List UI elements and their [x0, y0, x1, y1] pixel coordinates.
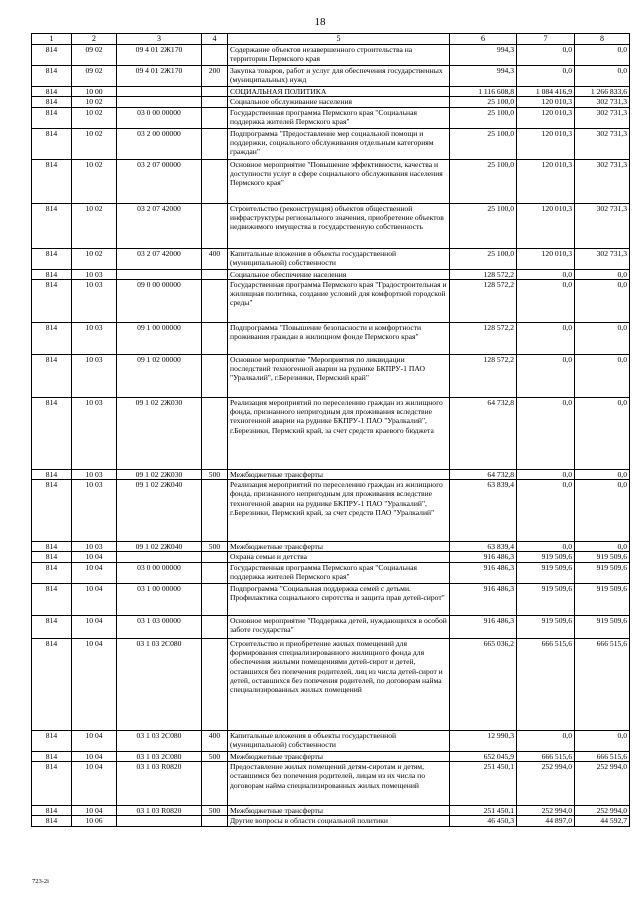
section-code-cell: 10 06: [72, 816, 117, 826]
amount-year3-cell: 252 994,0: [575, 762, 630, 806]
item-name-cell: Основное мероприятие "Повышение эффективности, качества и доступности услуг в сфере социального обслуживания населения Пермского края": [228, 159, 450, 203]
target-article-cell: [117, 269, 202, 279]
item-name-cell: Подпрограмма "Социальная поддержка семей с детьми. Профилактика социального сиротства и защита прав детей-сирот": [228, 583, 450, 615]
admin-code-cell: 814: [32, 248, 72, 269]
amount-year2-cell: 120 010,3: [517, 107, 575, 128]
section-code-cell: 10 04: [72, 806, 117, 816]
amount-year1-cell: 25 100,0: [450, 128, 517, 159]
amount-year1-cell: 916 486,3: [450, 562, 517, 583]
amount-year3-cell: 919 509,6: [575, 583, 630, 615]
table-row: [32, 269, 630, 279]
amount-year3-cell: 302 731,3: [575, 128, 630, 159]
expense-type-cell: 500: [202, 542, 228, 552]
section-code-cell: 10 03: [72, 542, 117, 552]
section-code-cell: 10 04: [72, 583, 117, 615]
admin-code-cell: 814: [32, 397, 72, 469]
amount-year3-cell: 0,0: [575, 66, 630, 87]
page-number: 18: [314, 16, 326, 28]
target-article-cell: 03 1 03 R0820: [117, 762, 202, 806]
target-article-cell: 03 1 03 2С080: [117, 730, 202, 751]
expense-type-cell: [202, 107, 228, 128]
expense-type-cell: [202, 322, 228, 354]
amount-year2-cell: 0,0: [517, 542, 575, 552]
target-article-cell: 03 2 07 42000: [117, 248, 202, 269]
expense-type-cell: 200: [202, 66, 228, 87]
amount-year3-cell: 919 509,6: [575, 552, 630, 562]
target-article-cell: 09 1 02 2Ж040: [117, 480, 202, 542]
section-code-cell: 10 02: [72, 248, 117, 269]
amount-year2-cell: 0,0: [517, 397, 575, 469]
expense-type-cell: 500: [202, 469, 228, 479]
amount-year2-cell: 120 010,3: [517, 128, 575, 159]
amount-year2-cell: 252 994,0: [517, 806, 575, 816]
admin-code-cell: 814: [32, 615, 72, 638]
section-code-cell: 10 03: [72, 269, 117, 279]
expense-type-cell: [202, 128, 228, 159]
amount-year3-cell: 302 731,3: [575, 248, 630, 269]
amount-year3-cell: 919 509,6: [575, 615, 630, 638]
target-article-cell: 03 2 07 42000: [117, 203, 202, 248]
table-row: [32, 562, 630, 583]
admin-code-cell: 814: [32, 583, 72, 615]
table-row: [32, 638, 630, 730]
table-row: [32, 816, 630, 826]
target-article-cell: 03 1 03 R0820: [117, 806, 202, 816]
amount-year1-cell: 128 572,2: [450, 322, 517, 354]
item-name-cell: Межбюджетные трансферты: [228, 806, 450, 816]
target-article-cell: 03 1 00 00000: [117, 583, 202, 615]
amount-year1-cell: 128 572,2: [450, 269, 517, 279]
admin-code-cell: 814: [32, 45, 72, 66]
section-code-cell: 10 04: [72, 762, 117, 806]
amount-year2-cell: 0,0: [517, 45, 575, 66]
amount-year1-cell: 12 990,3: [450, 730, 517, 751]
table-row: [32, 203, 630, 248]
header-cell-1: 1: [32, 34, 72, 45]
header-cell-5: 5: [228, 34, 450, 45]
amount-year3-cell: 666 515,6: [575, 638, 630, 730]
target-article-cell: [117, 816, 202, 826]
amount-year2-cell: 666 515,6: [517, 751, 575, 761]
admin-code-cell: 814: [32, 322, 72, 354]
admin-code-cell: 814: [32, 762, 72, 806]
amount-year2-cell: 0,0: [517, 480, 575, 542]
amount-year3-cell: 302 731,3: [575, 97, 630, 107]
table-row: [32, 97, 630, 107]
amount-year2-cell: 0,0: [517, 730, 575, 751]
section-code-cell: 10 03: [72, 397, 117, 469]
expense-type-cell: 500: [202, 751, 228, 761]
section-code-cell: 10 04: [72, 751, 117, 761]
item-name-cell: Капитальные вложения в объекты государственной (муниципальной) собственности: [228, 248, 450, 269]
table-row: [32, 45, 630, 66]
admin-code-cell: 814: [32, 469, 72, 479]
expense-type-cell: [202, 638, 228, 730]
admin-code-cell: 814: [32, 159, 72, 203]
section-code-cell: 10 02: [72, 203, 117, 248]
item-name-cell: Межбюджетные трансферты: [228, 542, 450, 552]
section-code-cell: 10 04: [72, 730, 117, 751]
amount-year3-cell: 0,0: [575, 45, 630, 66]
table-row: [32, 469, 630, 479]
table-row: [32, 730, 630, 751]
amount-year2-cell: 120 010,3: [517, 248, 575, 269]
amount-year2-cell: 919 509,6: [517, 562, 575, 583]
target-article-cell: 03 2 07 00000: [117, 159, 202, 203]
amount-year3-cell: 0,0: [575, 542, 630, 552]
section-code-cell: 10 03: [72, 322, 117, 354]
amount-year1-cell: 652 045,9: [450, 751, 517, 761]
item-name-cell: Государственная программа Пермского края "Социальная поддержка жителей Пермского края": [228, 562, 450, 583]
table-row: [32, 128, 630, 159]
table-row: [32, 542, 630, 552]
table-row: [32, 480, 630, 542]
admin-code-cell: 814: [32, 354, 72, 397]
section-code-cell: 10 02: [72, 159, 117, 203]
target-article-cell: [117, 87, 202, 97]
amount-year2-cell: 0,0: [517, 66, 575, 87]
target-article-cell: 09 0 00 00000: [117, 279, 202, 322]
item-name-cell: Капитальные вложения в объекты государственной (муниципальной) собственности: [228, 730, 450, 751]
target-article-cell: 09 4 01 2Ж170: [117, 66, 202, 87]
table-row: [32, 615, 630, 638]
amount-year3-cell: 0,0: [575, 469, 630, 479]
table-row: [32, 583, 630, 615]
table-row: [32, 87, 630, 97]
admin-code-cell: 814: [32, 816, 72, 826]
amount-year3-cell: 919 509,6: [575, 562, 630, 583]
section-code-cell: 10 04: [72, 615, 117, 638]
amount-year3-cell: 302 731,3: [575, 107, 630, 128]
expense-type-cell: [202, 159, 228, 203]
table-row: [32, 66, 630, 87]
amount-year3-cell: 0,0: [575, 730, 630, 751]
expense-type-cell: [202, 615, 228, 638]
admin-code-cell: 814: [32, 107, 72, 128]
section-code-cell: 10 03: [72, 469, 117, 479]
expense-type-cell: [202, 45, 228, 66]
amount-year2-cell: 1 084 416,9: [517, 87, 575, 97]
admin-code-cell: 814: [32, 638, 72, 730]
header-row: [32, 34, 630, 45]
header-cell-8: 8: [575, 34, 630, 45]
item-name-cell: Социальное обслуживание населения: [228, 97, 450, 107]
amount-year3-cell: 1 266 833,6: [575, 87, 630, 97]
item-name-cell: Реализация мероприятий по переселению граждан из жилищного фонда, признанного непригодным для проживания вследствие техногенной аварии на руднике БКПРУ-1 ПАО "Уралкалий", г.Березники, Пермский край, за счет средств краевого бюджета: [228, 397, 450, 469]
target-article-cell: 09 1 02 2Ж030: [117, 469, 202, 479]
amount-year1-cell: 994,3: [450, 45, 517, 66]
target-article-cell: 03 1 03 00000: [117, 615, 202, 638]
admin-code-cell: 814: [32, 66, 72, 87]
item-name-cell: Строительство и приобретение жилых помещений для формирования специализированного жилищного фонда для обеспечения жилыми помещениями детей-сирот и детей, оставшихся без попечения родителей, лиц из числа детей-сирот и детей, оставшихся без попечения родителей, по договорам найма специализированных жилых помещений: [228, 638, 450, 730]
amount-year2-cell: 919 509,6: [517, 552, 575, 562]
item-name-cell: СОЦИАЛЬНАЯ ПОЛИТИКА: [228, 87, 450, 97]
section-code-cell: 10 02: [72, 97, 117, 107]
amount-year2-cell: 0,0: [517, 279, 575, 322]
amount-year2-cell: 120 010,3: [517, 159, 575, 203]
target-article-cell: 09 4 01 2Ж170: [117, 45, 202, 66]
target-article-cell: 03 1 03 2С080: [117, 638, 202, 730]
footer-code: 723-2i: [32, 878, 49, 885]
amount-year3-cell: 0,0: [575, 322, 630, 354]
item-name-cell: Межбюджетные трансферты: [228, 751, 450, 761]
table-row: [32, 322, 630, 354]
item-name-cell: Основное мероприятие "Поддержка детей, нуждающихся в особой заботе государства": [228, 615, 450, 638]
item-name-cell: Охрана семьи и детства: [228, 552, 450, 562]
target-article-cell: 09 1 02 2Ж040: [117, 542, 202, 552]
section-code-cell: 10 03: [72, 354, 117, 397]
amount-year2-cell: 44 897,0: [517, 816, 575, 826]
item-name-cell: Реализация мероприятий по переселению граждан из жилищного фонда, признанного непригодным для проживания вследствие техногенной аварии на руднике БКПРУ-1 ПАО "Уралкалий", г.Березники, Пермский край, за счет средств ПАО "Уралкалий": [228, 480, 450, 542]
expense-type-cell: [202, 816, 228, 826]
target-article-cell: [117, 552, 202, 562]
expense-type-cell: [202, 562, 228, 583]
amount-year3-cell: 302 731,3: [575, 159, 630, 203]
expense-type-cell: [202, 480, 228, 542]
amount-year2-cell: 252 994,0: [517, 762, 575, 806]
admin-code-cell: 814: [32, 128, 72, 159]
item-name-cell: Государственная программа Пермского края "Социальная поддержка жителей Пермского края": [228, 107, 450, 128]
section-code-cell: 10 03: [72, 279, 117, 322]
table-row: [32, 107, 630, 128]
section-code-cell: 10 04: [72, 552, 117, 562]
expense-type-cell: [202, 203, 228, 248]
amount-year1-cell: 251 450,1: [450, 806, 517, 816]
admin-code-cell: 814: [32, 751, 72, 761]
amount-year1-cell: 994,3: [450, 66, 517, 87]
amount-year1-cell: 64 732,8: [450, 469, 517, 479]
expense-type-cell: [202, 762, 228, 806]
expense-type-cell: [202, 87, 228, 97]
admin-code-cell: 814: [32, 730, 72, 751]
amount-year1-cell: 916 486,3: [450, 552, 517, 562]
table-row: [32, 279, 630, 322]
header-cell-7: 7: [517, 34, 575, 45]
table-row: [32, 159, 630, 203]
section-code-cell: 09 02: [72, 66, 117, 87]
table-row: [32, 806, 630, 816]
amount-year3-cell: 0,0: [575, 269, 630, 279]
amount-year1-cell: 1 116 608,8: [450, 87, 517, 97]
expense-type-cell: [202, 279, 228, 322]
item-name-cell: Предоставление жилых помещений детям-сиротам и детям, оставшимся без попечения родителей, лицам из их числа по договорам найма специализированных жилых помещений: [228, 762, 450, 806]
amount-year2-cell: 120 010,3: [517, 97, 575, 107]
header-cell-2: 2: [72, 34, 117, 45]
admin-code-cell: 814: [32, 97, 72, 107]
amount-year2-cell: 666 515,6: [517, 638, 575, 730]
amount-year1-cell: 916 486,3: [450, 583, 517, 615]
amount-year1-cell: 25 100,0: [450, 159, 517, 203]
amount-year2-cell: 919 509,6: [517, 615, 575, 638]
section-code-cell: 09 02: [72, 45, 117, 66]
target-article-cell: 03 2 00 00000: [117, 128, 202, 159]
amount-year3-cell: 0,0: [575, 279, 630, 322]
amount-year3-cell: 0,0: [575, 480, 630, 542]
amount-year3-cell: 252 994,0: [575, 806, 630, 816]
amount-year2-cell: 0,0: [517, 354, 575, 397]
item-name-cell: Подпрограмма "Повышение безопасности и комфортности проживания граждан в жилищном фонде Пермского края": [228, 322, 450, 354]
expense-type-cell: [202, 97, 228, 107]
amount-year2-cell: 0,0: [517, 269, 575, 279]
amount-year1-cell: 25 100,0: [450, 97, 517, 107]
amount-year3-cell: 44 592,7: [575, 816, 630, 826]
section-code-cell: 10 03: [72, 480, 117, 542]
amount-year2-cell: 919 509,6: [517, 583, 575, 615]
section-code-cell: 10 02: [72, 107, 117, 128]
table-row: [32, 354, 630, 397]
amount-year3-cell: 0,0: [575, 354, 630, 397]
target-article-cell: 09 1 00 00000: [117, 322, 202, 354]
item-name-cell: Государственная программа Пермского края "Градостроительная и жилищная политика, создание условий для комфортной городской среды": [228, 279, 450, 322]
target-article-cell: 09 1 02 00000: [117, 354, 202, 397]
item-name-cell: Строительство (реконструкция) объектов общественной инфраструктуры регионального значения, приобретение объектов недвижимого имущества в государственную собственность: [228, 203, 450, 248]
header-cell-6: 6: [450, 34, 517, 45]
section-code-cell: 10 04: [72, 638, 117, 730]
target-article-cell: 03 0 00 00000: [117, 562, 202, 583]
admin-code-cell: 814: [32, 542, 72, 552]
target-article-cell: [117, 97, 202, 107]
item-name-cell: Закупка товаров, работ и услуг для обеспечения государственных (муниципальных) нужд: [228, 66, 450, 87]
expense-type-cell: [202, 354, 228, 397]
target-article-cell: 03 1 03 2С080: [117, 751, 202, 761]
amount-year1-cell: 63 839,4: [450, 480, 517, 542]
table-row: [32, 751, 630, 761]
amount-year1-cell: 665 036,2: [450, 638, 517, 730]
expense-type-cell: [202, 583, 228, 615]
expense-type-cell: [202, 397, 228, 469]
item-name-cell: Социальное обеспечение населения: [228, 269, 450, 279]
admin-code-cell: 814: [32, 552, 72, 562]
item-name-cell: Подпрограмма "Предоставление мер социальной помощи и поддержки, социального обслуживания отдельным категориям граждан": [228, 128, 450, 159]
expense-type-cell: [202, 269, 228, 279]
table-body: [32, 34, 630, 827]
amount-year3-cell: 666 515,6: [575, 751, 630, 761]
admin-code-cell: 814: [32, 269, 72, 279]
item-name-cell: Содержание объектов незавершенного строительства на территории Пермского края: [228, 45, 450, 66]
amount-year2-cell: 0,0: [517, 469, 575, 479]
expense-type-cell: 400: [202, 248, 228, 269]
table-row: [32, 762, 630, 806]
table-row: [32, 552, 630, 562]
table-row: [32, 397, 630, 469]
target-article-cell: 03 0 00 00000: [117, 107, 202, 128]
item-name-cell: Другие вопросы в области социальной политики: [228, 816, 450, 826]
admin-code-cell: 814: [32, 279, 72, 322]
header-cell-4: 4: [202, 34, 228, 45]
amount-year1-cell: 251 450,1: [450, 762, 517, 806]
admin-code-cell: 814: [32, 806, 72, 816]
expense-type-cell: 400: [202, 730, 228, 751]
admin-code-cell: 814: [32, 87, 72, 97]
amount-year1-cell: 64 732,8: [450, 397, 517, 469]
amount-year1-cell: 63 839,4: [450, 542, 517, 552]
amount-year1-cell: 916 486,3: [450, 615, 517, 638]
header-cell-3: 3: [117, 34, 202, 45]
amount-year1-cell: 128 572,2: [450, 354, 517, 397]
amount-year1-cell: 128 572,2: [450, 279, 517, 322]
amount-year1-cell: 46 450,3: [450, 816, 517, 826]
table-row: [32, 248, 630, 269]
expense-type-cell: 500: [202, 806, 228, 816]
amount-year2-cell: 0,0: [517, 322, 575, 354]
item-name-cell: Основное мероприятие "Мероприятия по ликвидации последствий техногенной аварии на руднике БКПРУ-1 ПАО "Уралкалий", г.Березники, Пермский край": [228, 354, 450, 397]
target-article-cell: 09 1 02 2Ж030: [117, 397, 202, 469]
amount-year1-cell: 25 100,0: [450, 107, 517, 128]
admin-code-cell: 814: [32, 203, 72, 248]
amount-year3-cell: 302 731,3: [575, 203, 630, 248]
amount-year1-cell: 25 100,0: [450, 203, 517, 248]
item-name-cell: Межбюджетные трансферты: [228, 469, 450, 479]
section-code-cell: 10 00: [72, 87, 117, 97]
admin-code-cell: 814: [32, 480, 72, 542]
amount-year3-cell: 0,0: [575, 397, 630, 469]
budget-table: [31, 33, 630, 827]
amount-year1-cell: 25 100,0: [450, 248, 517, 269]
section-code-cell: 10 02: [72, 128, 117, 159]
section-code-cell: 10 04: [72, 562, 117, 583]
expense-type-cell: [202, 552, 228, 562]
amount-year2-cell: 120 010,3: [517, 203, 575, 248]
admin-code-cell: 814: [32, 562, 72, 583]
